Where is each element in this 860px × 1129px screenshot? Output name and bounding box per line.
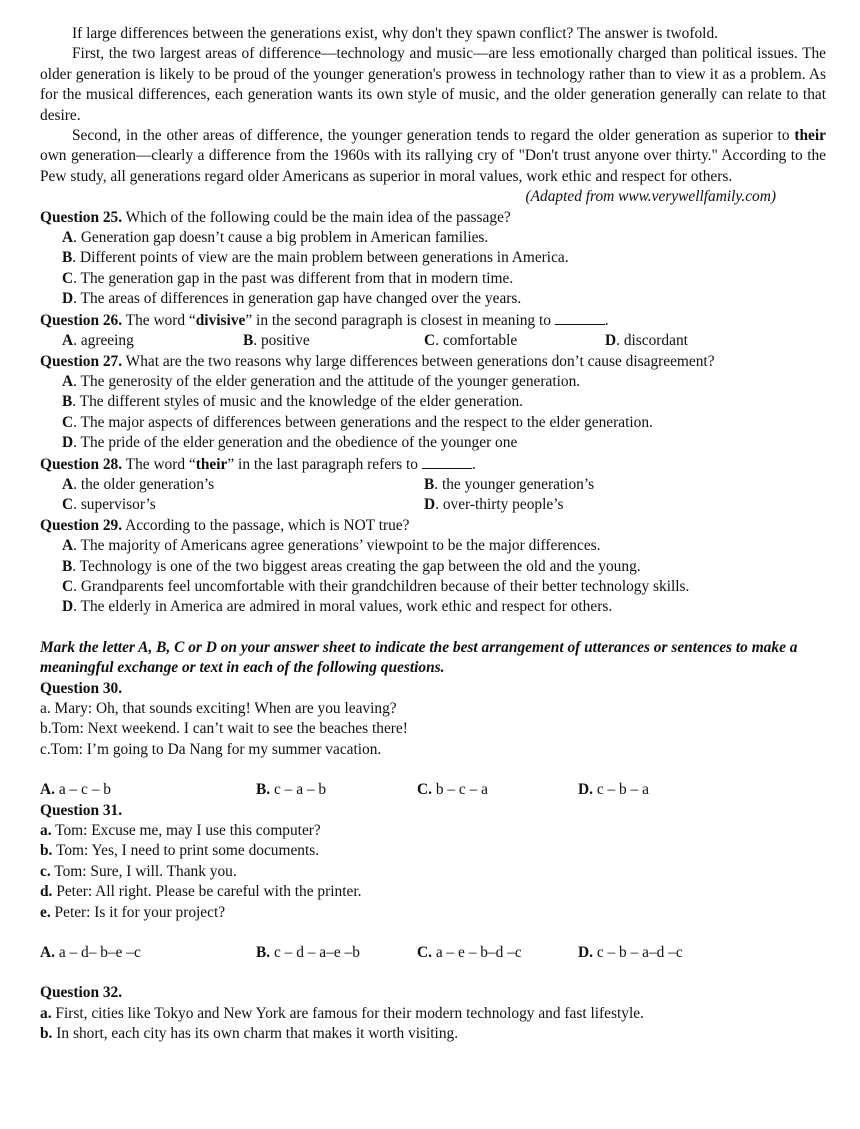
q25-option-b[interactable] [62,248,826,268]
q31-utterance-d [40,882,826,902]
option-text: . The areas of differences in generation gap have changed over the years. [73,290,522,308]
option-letter: A. [40,944,55,962]
question-28-keyword: their [195,455,228,473]
option-text: . agreeing [73,332,134,350]
q29-option-b[interactable] [62,557,826,577]
option-letter: A. [40,781,55,799]
option-text: . positive [253,332,310,350]
option-text: . The generosity of the elder generation and the attitude of the younger generation. [73,372,581,390]
q29-option-a[interactable] [62,536,826,556]
section-spacer [40,618,826,638]
utterance-text: Tom: Excuse me, may I use this computer? [55,822,321,840]
q32-sentence-b [40,1024,826,1044]
question-25 [40,208,826,228]
question-25-number: Question 25. [40,208,123,226]
q30-option-d[interactable] [578,780,739,800]
q26-option-d[interactable] [605,331,786,351]
q31-option-b[interactable] [256,943,417,963]
question-26-number: Question 26. [40,311,123,329]
option-letter: D. [578,944,593,962]
option-text: . the older generation’s [73,475,215,493]
passage-paragraph-2: First, the two largest areas of difference—technology and music—are less emotionally charged than political issues. The older generation is likely to be proud of the younger generation's prowess in technology rather than to view it as a problem. As for the musical differences, each generation wants its own style of music, and the older generation generally can relate to that desire. [40,45,826,124]
question-26 [40,310,826,331]
q27-option-d[interactable] [62,433,826,453]
question-29-text: According to the passage, which is NOT true? [122,516,410,534]
q26-option-c[interactable] [424,331,605,351]
option-text: . Grandparents feel uncomfortable with their grandchildren because of their better technology skills. [73,577,690,595]
question-27-number: Question 27. [40,352,123,370]
question-28-text-before: The word “ [122,455,196,473]
question-26-keyword: divisive [195,311,246,329]
sentence-text: First, cities like Tokyo and New York are famous for their modern technology and fast lifestyle. [55,1004,644,1022]
option-text: . over-thirty people’s [435,496,564,514]
q28-option-d[interactable] [424,495,786,515]
option-text: . The elderly in America are admired in moral values, work ethic and respect for others. [73,598,613,616]
q30-option-a[interactable] [40,780,256,800]
option-text: c – d – a–e –b [273,944,360,962]
option-text: c – b – a [596,781,649,799]
option-letter: B [243,332,254,350]
q26-option-b[interactable] [243,331,424,351]
question-29-number: Question 29. [40,516,123,534]
q28-option-b[interactable] [424,475,786,495]
question-25-text: Which of the following could be the main idea of the passage? [122,208,511,226]
option-text: . Generation gap doesn’t cause a big problem in American families. [73,229,489,247]
q27-option-b[interactable] [62,392,826,412]
utterance-letter: a. [40,822,52,840]
question-26-text-after: ” in the second paragraph is closest in meaning to [245,311,555,329]
option-text: a – d– b–e –c [58,944,141,962]
sentence-text: In short, each city has its own charm that makes it worth visiting. [56,1025,459,1043]
option-letter: B. [256,944,271,962]
option-text: . The majority of Americans agree generations’ viewpoint to be the major differences. [73,537,601,555]
spacer [40,923,826,943]
q30-options [40,780,826,800]
option-letter: C [62,496,74,514]
q31-option-d[interactable] [578,943,739,963]
q29-option-d[interactable] [62,597,826,617]
question-31-number: Question 31. [40,801,123,819]
q25-option-c[interactable] [62,269,826,289]
spacer [40,760,826,780]
q31-option-c[interactable] [417,943,578,963]
answer-blank [422,454,472,469]
option-text: a – e – b–d –c [435,944,522,962]
option-letter: D [62,434,74,452]
question-30-number: Question 30. [40,679,123,697]
spacer [40,963,826,983]
question-28-text-after: ” in the last paragraph refers to [227,455,422,473]
utterance-letter: c. [40,862,51,880]
utterance-text: Tom: Yes, I need to print some documents. [56,842,320,860]
utterance-text: Peter: All right. Please be careful with the printer. [56,883,362,901]
option-letter: D [62,290,74,308]
option-letter: B. [256,781,271,799]
q25-option-a[interactable] [62,228,826,248]
option-letter: B [62,557,73,575]
option-letter: B [424,475,435,493]
option-letter: C [62,269,74,287]
utterance-letter: d. [40,883,53,901]
option-text: c – b – a–d –c [596,944,683,962]
sentence-letter: b. [40,1025,53,1043]
q28-options-row-2 [62,495,826,515]
q29-option-c[interactable] [62,577,826,597]
question-27-text: What are the two reasons why large differences between generations don’t cause disagreement? [122,352,715,370]
q27-option-c[interactable] [62,413,826,433]
q30-option-c[interactable] [417,780,578,800]
question-28 [40,454,826,475]
option-text: . discordant [616,332,688,350]
q31-utterance-a [40,821,826,841]
option-text: . Technology is one of the two biggest areas creating the gap between the old and the young. [72,557,641,575]
question-26-text-before: The word “ [122,311,196,329]
option-text: . The pride of the elder generation and the obedience of the younger one [73,434,518,452]
question-32-number: Question 32. [40,984,123,1002]
sentence-letter: a. [40,1004,52,1022]
option-text: . The major aspects of differences between generations and the respect to the elder generation. [73,413,653,431]
question-27 [40,352,826,372]
option-letter: A [62,332,74,350]
p3-text-before: Second, in the other areas of difference, the younger generation tends to regard the older generation as superior to [72,127,795,145]
q32-sentence-a [40,1004,826,1024]
option-text: c – a – b [273,781,327,799]
question-28-end: . [471,455,476,473]
q28-options-row-1 [62,475,826,495]
option-letter: D. [578,781,593,799]
q26-options [62,331,826,351]
option-letter: A [62,475,74,493]
option-letter: C. [417,944,432,962]
q30-option-b[interactable] [256,780,417,800]
q26-option-a[interactable] [62,331,243,351]
option-text: . The generation gap in the past was different from that in modern time. [73,269,514,287]
q28-option-c[interactable] [62,495,424,515]
option-letter: C. [417,781,432,799]
q31-option-a[interactable] [40,943,256,963]
q31-options [40,943,826,963]
option-letter: C [62,413,74,431]
option-letter: B [62,393,73,411]
q30-utterance-b: b.Tom: Next weekend. I can’t wait to see the beaches there! [40,720,408,738]
option-text: . The different styles of music and the knowledge of the elder generation. [72,393,524,411]
utterance-text: Peter: Is it for your project? [54,903,226,921]
passage-paragraph-3 [40,126,826,187]
section-instruction: Mark the letter A, B, C or D on your answer sheet to indicate the best arrangement of utterances or sentences to make a meaningful exchange or text in each of the following questions. [40,638,798,677]
option-letter: C [62,577,74,595]
option-letter: A [62,372,74,390]
passage-source: (Adapted from www.verywellfamily.com) [525,188,776,206]
q25-option-d[interactable] [62,289,826,309]
q30-utterance-c: c.Tom: I’m going to Da Nang for my summer vacation. [40,740,382,758]
question-29 [40,516,826,536]
utterance-letter: e. [40,903,51,921]
utterance-text: Tom: Sure, I will. Thank you. [54,862,237,880]
utterance-letter: b. [40,842,53,860]
option-letter: B [62,249,73,267]
q27-option-a[interactable] [62,372,826,392]
p3-bold-word: their [794,127,826,145]
q28-option-a[interactable] [62,475,424,495]
option-letter: D [424,496,436,514]
option-text: . comfortable [435,332,518,350]
q31-utterance-e [40,903,826,923]
option-letter: D [605,332,617,350]
option-letter: A [62,229,74,247]
q30-utterance-a: a. Mary: Oh, that sounds exciting! When are you leaving? [40,700,397,717]
option-text: b – c – a [435,781,488,799]
answer-blank [555,310,605,325]
option-text: a – c – b [58,781,111,799]
option-text: . the younger generation’s [434,475,595,493]
option-letter: A [62,537,74,555]
option-text: . supervisor’s [73,496,156,514]
q31-utterance-b [40,841,826,861]
question-28-number: Question 28. [40,455,123,473]
option-letter: D [62,598,74,616]
q31-utterance-c [40,862,826,882]
p3-text-after: own generation—clearly a difference from the 1960s with its rallying cry of "Don't trust anyone over thirty." According to the Pew study, all generations regard older Americans as superior in moral values, work ethic and respect for others. [40,147,826,185]
option-text: . Different points of view are the main problem between generations in America. [72,249,569,267]
question-26-end: . [604,311,609,329]
passage-paragraph-1: If large differences between the generations exist, why don't they spawn conflict? The answer is twofold. [72,25,718,42]
option-letter: C [424,332,436,350]
